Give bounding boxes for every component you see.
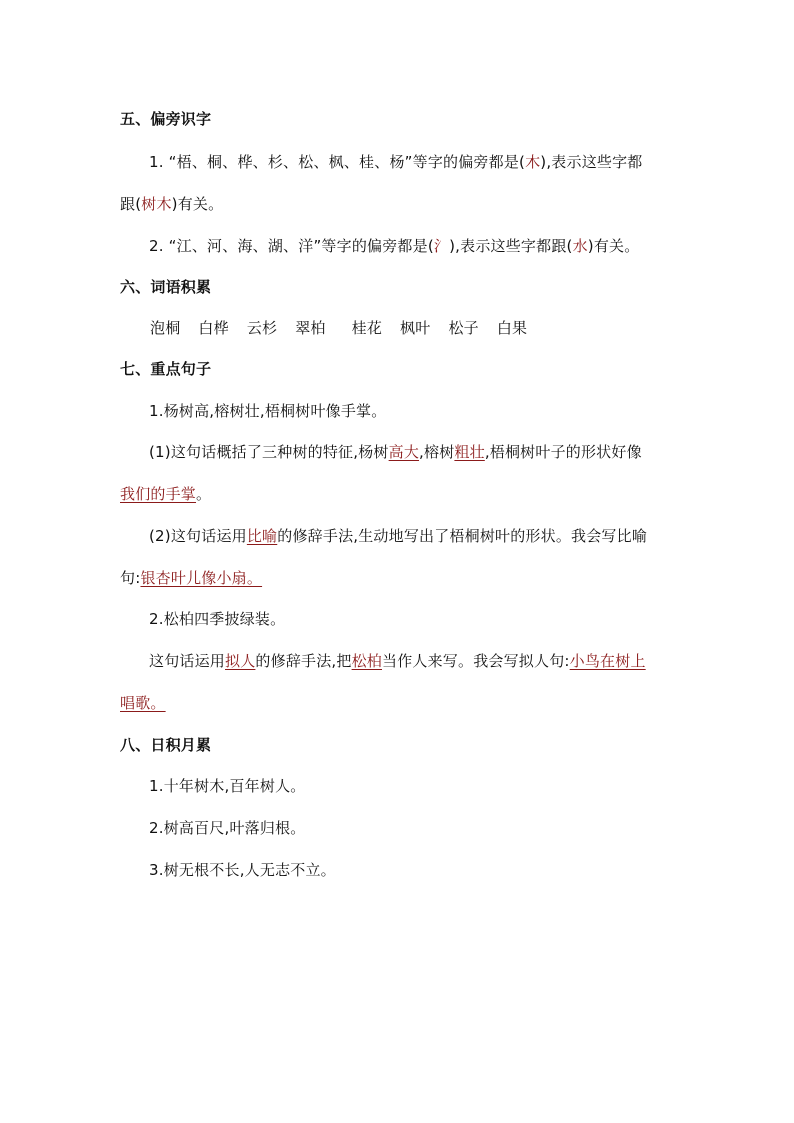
word-item: 枫叶 — [400, 319, 431, 337]
section-8-heading: 八、日积月累 — [120, 736, 212, 754]
sec5-q2-line: 2. “江、河、海、湖、洋”等字的偏旁都是(氵),表示这些字都跟(水)有关。 — [149, 237, 640, 255]
sec7-p2-line2: 句:银杏叶儿像小扇。 — [120, 569, 263, 587]
sec7-p3-line1: 这句话运用拟人的修辞手法,把松柏当作人来写。我会写拟人句:小鸟在树上 — [149, 652, 646, 670]
answer-metaphor: 比喻 — [246, 527, 278, 545]
answer-personification: 拟人 — [225, 652, 256, 670]
sec5-q1-line2: 跟(树木)有关。 — [120, 195, 224, 213]
answer-pine-cypress: 松柏 — [351, 652, 382, 670]
proverb-1: 1.十年树木,百年树人。 — [149, 777, 306, 795]
word-list — [150, 317, 545, 339]
answer-radical-mu: 木 — [525, 153, 541, 171]
sec5-q1-line1: 1. “梧、桐、桦、杉、松、枫、桂、杨”等字的偏旁都是(木),表示这些字都 — [149, 153, 643, 171]
word-item: 泡桐 — [150, 319, 181, 337]
proverb-3: 3.树无根不长,人无志不立。 — [149, 861, 336, 879]
answer-our-palms: 我们的手掌 — [120, 485, 197, 503]
word-item: 云杉 — [246, 319, 278, 337]
section-5-heading: 五、偏旁识字 — [120, 110, 212, 128]
answer-sturdy: 粗壮 — [454, 443, 485, 461]
proverb-2: 2.树高百尺,叶落归根。 — [149, 819, 306, 837]
answer-radical-water: 氵 — [433, 237, 450, 255]
sec7-p2-line1: (2)这句话运用比喻的修辞手法,生动地写出了梧桐树叶的形状。我会写比喻 — [149, 527, 648, 545]
sec7-p1-line2: 我们的手掌。 — [120, 485, 212, 503]
answer-metaphor-sentence: 银杏叶儿像小扇。 — [140, 569, 263, 587]
sec7-p1-line1: (1)这句话概括了三种树的特征,杨树高大,榕树粗壮,梧桐树叶子的形状好像 — [149, 443, 642, 461]
word-item: 松子 — [448, 319, 479, 337]
word-item: 白桦 — [198, 319, 229, 337]
answer-tall: 高大 — [388, 443, 420, 461]
answer-personification-sentence-part2: 唱歌。 — [120, 694, 166, 712]
key-sentence-2: 2.松柏四季披绿装。 — [149, 610, 286, 628]
key-sentence-1: 1.杨树高,榕树壮,梧桐树叶像手掌。 — [149, 402, 387, 420]
word-item: 翠柏 — [295, 319, 326, 337]
section-7-heading: 七、重点句子 — [120, 360, 212, 378]
word-item: 白果 — [496, 319, 528, 337]
section-6-heading: 六、词语积累 — [120, 278, 212, 296]
word-item: 桂花 — [351, 319, 383, 337]
answer-trees: 树木 — [141, 195, 172, 213]
answer-personification-sentence-part1: 小鸟在树上 — [569, 652, 646, 670]
answer-water: 水 — [572, 237, 588, 255]
sec7-p3-line2 — [120, 692, 166, 714]
